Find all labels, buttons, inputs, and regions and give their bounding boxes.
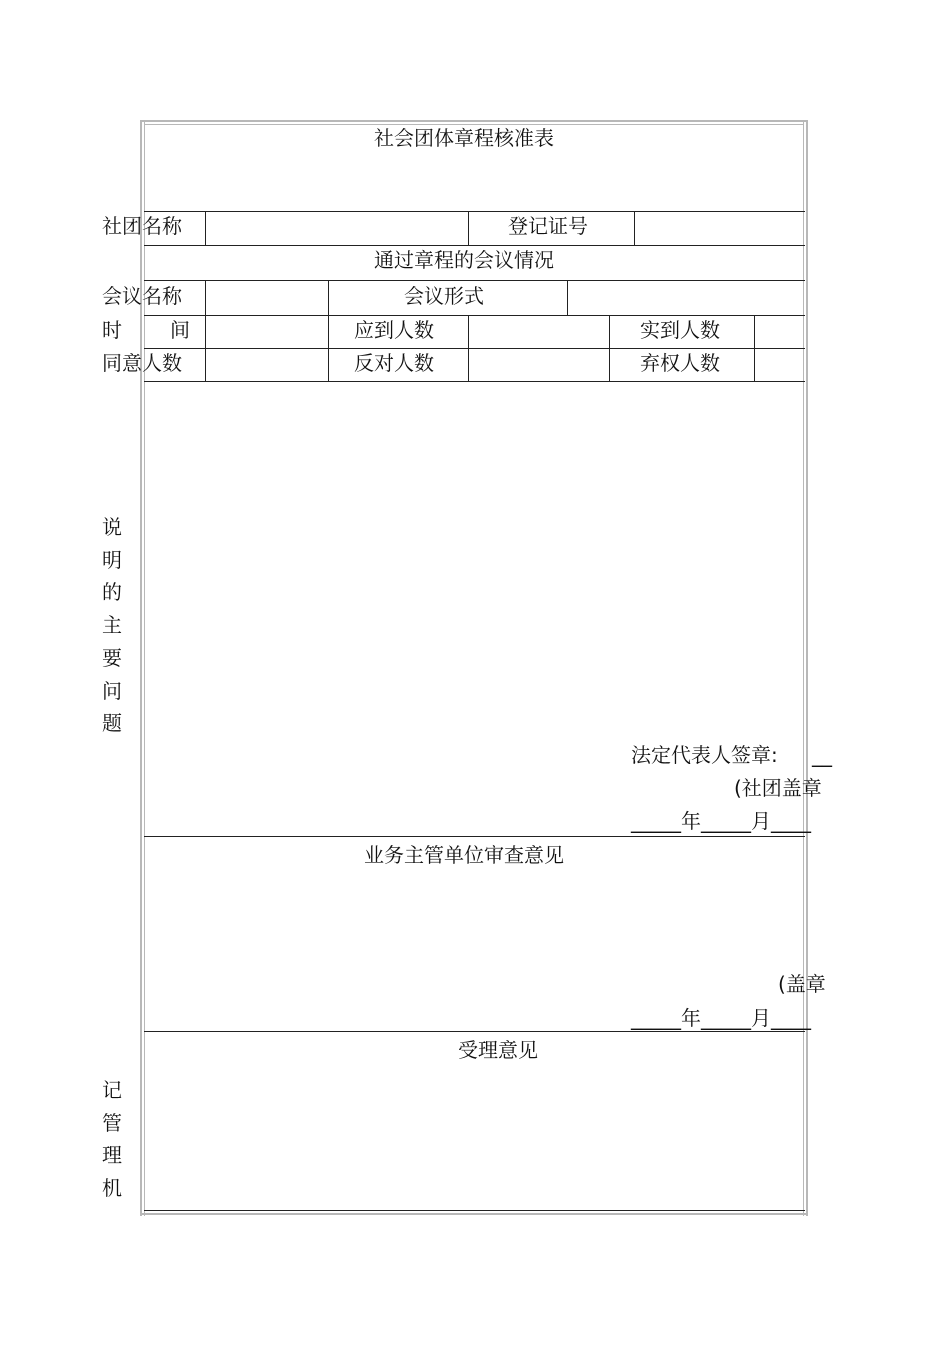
authority-label-char: 管 (102, 1110, 122, 1135)
time-label-left: 时 (102, 318, 122, 342)
expected-attendees-label: 应到人数 (354, 318, 434, 342)
society-name-label: 社团名称 (102, 214, 182, 238)
frame-right-border (806, 120, 808, 1216)
cell-divider (205, 211, 206, 245)
row-divider (144, 1031, 805, 1032)
cell-divider (205, 280, 206, 381)
authority-label-char: 机 (102, 1176, 122, 1201)
explanation-label-char: 的 (102, 580, 122, 605)
row-divider (144, 280, 805, 281)
time-label-right: 间 (170, 318, 190, 342)
cell-divider (328, 280, 329, 381)
row-divider (144, 211, 805, 212)
row-divider (144, 836, 805, 837)
frame-top-border-inner (144, 124, 804, 125)
acceptance-section-title: 受理意见 (458, 1038, 538, 1062)
cell-divider (468, 211, 469, 245)
explanation-label-char: 主 (102, 613, 122, 638)
frame-top-border (140, 120, 808, 122)
row-divider (144, 348, 805, 349)
oppose-count-label: 反对人数 (354, 351, 434, 375)
frame-right-border-inner (803, 120, 804, 1216)
explanation-label-char: 题 (102, 711, 122, 736)
row-divider (144, 245, 805, 246)
agree-count-label: 同意人数 (102, 351, 182, 375)
explanation-label-char: 问 (102, 678, 122, 703)
authority-label-char: 理 (102, 1143, 122, 1168)
registration-authority-label (100, 1074, 124, 1205)
signature-blank: __ (812, 743, 832, 767)
row-divider (144, 1210, 805, 1211)
signature-date-line: _____年_____月____ (631, 809, 811, 833)
review-date-line: _____年_____月____ (631, 1006, 811, 1030)
authority-label-char: 记 (102, 1078, 122, 1102)
society-seal-label: (社团盖章 (734, 776, 822, 800)
meeting-section-title: 通过章程的会议情况 (374, 248, 554, 272)
frame-bottom-border (140, 1213, 808, 1215)
cell-divider (567, 280, 568, 315)
meeting-name-label: 会议名称 (102, 284, 182, 308)
abstain-count-label: 弃权人数 (640, 351, 720, 375)
explanation-label-char: 要 (102, 645, 122, 670)
actual-attendees-label: 实到人数 (640, 318, 720, 342)
row-divider (144, 315, 805, 316)
review-section-title: 业务主管单位审查意见 (364, 843, 564, 867)
meeting-form-label: 会议形式 (404, 284, 484, 308)
review-seal-label: (盖章 (778, 972, 826, 996)
row-divider (144, 381, 805, 382)
registration-cert-label: 登记证号 (508, 214, 588, 238)
cell-divider (634, 211, 635, 245)
form-title: 社会团体章程核准表 (374, 126, 554, 150)
explanation-label (100, 511, 124, 740)
explanation-label-char: 明 (102, 547, 122, 572)
legal-rep-signature-label: 法定代表人签章: (631, 743, 778, 767)
explanation-label-char: 说 (102, 515, 122, 539)
